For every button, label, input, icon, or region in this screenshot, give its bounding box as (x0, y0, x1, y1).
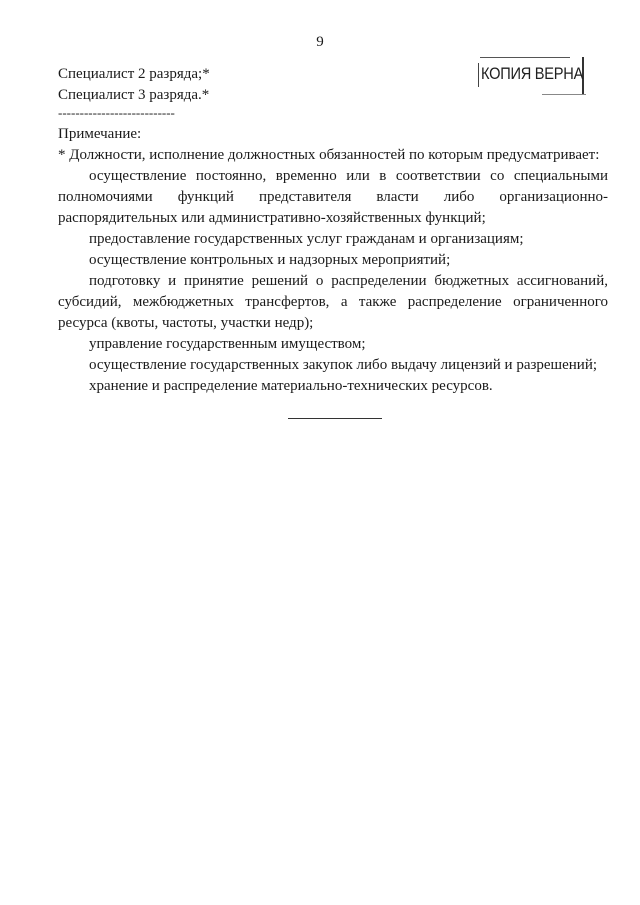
separator-dashes: --------------------------- (58, 105, 175, 120)
note-item-1-line-1: осуществление постоянно, временно или в соответствии со специальными (89, 168, 608, 184)
note-item-1-line-2: полномочиями функций представителя власти либо организационно- (58, 189, 608, 205)
note-item-2: предоставление государственных услуг гражданам и организациям; (89, 231, 524, 247)
note-heading: Примечание: (58, 126, 142, 142)
positions-list (58, 64, 608, 120)
note-item-4-line-1: подготовку и принятие решений о распределении бюджетных ассигнований, (89, 273, 608, 289)
note-item-5: управление государственным имуществом; (89, 336, 366, 352)
note-item-4-line-3: ресурса (квоты, частоты, участки недр); (58, 315, 314, 331)
page-number: 9 (316, 34, 324, 50)
note-item-7: хранение и распределение материально-технических ресурсов. (89, 378, 493, 394)
stamp-border-top (480, 57, 570, 58)
position-item-specialist-2: Специалист 2 разряда;* (58, 66, 210, 82)
note-item-1-line-3: распорядительных или административно-хозяйственных функций; (58, 210, 486, 226)
end-divider (288, 418, 382, 419)
stamp-text: КОПИЯ ВЕРНА (481, 64, 584, 83)
note-intro: * Должности, исполнение должностных обязанностей по которым предусматривает: (58, 147, 600, 163)
note-item-6: осуществление государственных закупок либо выдачу лицензий и разрешений; (89, 357, 598, 373)
position-item-specialist-3: Специалист 3 разряда.* (58, 87, 210, 103)
note-item-4-line-2: субсидий, межбюджетных трансфертов, а также распределение ограниченного (58, 294, 608, 310)
note-section (58, 124, 608, 397)
note-item-3: осуществление контрольных и надзорных мероприятий; (89, 252, 451, 268)
